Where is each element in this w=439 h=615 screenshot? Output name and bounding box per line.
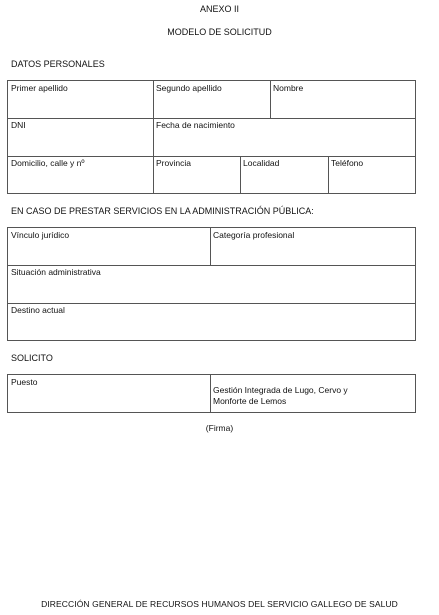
phone-field[interactable]: Teléfono (331, 158, 364, 168)
birth-date-field[interactable]: Fecha de nacimiento (156, 120, 235, 130)
administrative-status-field[interactable]: Situación administrativa (11, 267, 101, 277)
management-area-text (210, 383, 415, 409)
management-area-line-2: Monforte de Lemos (213, 396, 287, 406)
personal-data-table (7, 80, 416, 194)
professional-category-field[interactable]: Categoría profesional (213, 230, 295, 240)
position-field[interactable]: Puesto (11, 377, 38, 387)
personal-data-heading: DATOS PERSONALES (11, 59, 105, 69)
name-field[interactable]: Nombre (273, 83, 304, 93)
legal-link-field[interactable]: Vínculo jurídico (11, 230, 70, 240)
management-area-line-1: Gestión Integrada de Lugo, Cervo y (213, 385, 348, 395)
public-admin-table (7, 227, 416, 341)
signature-label: (Firma) (205, 423, 234, 433)
annex-label: ANEXO II (199, 4, 239, 14)
dni-field[interactable]: DNI (11, 120, 26, 130)
request-table (7, 374, 416, 413)
form-title: MODELO DE SOLICITUD (167, 27, 272, 37)
province-field[interactable]: Provincia (156, 158, 191, 168)
address-field[interactable]: Domicilio, calle y nº (11, 158, 85, 168)
request-heading: SOLICITO (11, 353, 53, 363)
first-surname-field[interactable]: Primer apellido (11, 83, 68, 93)
locality-field[interactable]: Localidad (243, 158, 280, 168)
second-surname-field[interactable]: Segundo apellido (156, 83, 222, 93)
footer-authority: DIRECCIÓN GENERAL DE RECURSOS HUMANOS DEL SERVICIO GALLEGO DE SALUD (41, 599, 398, 609)
public-admin-heading: EN CASO DE PRESTAR SERVICIOS EN LA ADMINISTRACIÓN PÚBLICA: (11, 206, 314, 216)
current-destination-field[interactable]: Destino actual (11, 305, 65, 315)
